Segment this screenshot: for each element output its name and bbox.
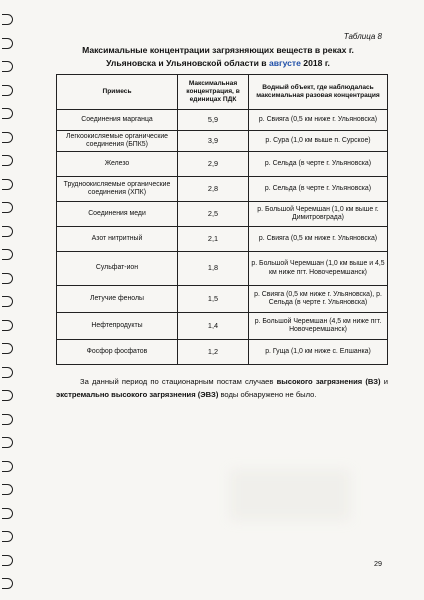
binding-ring <box>2 414 13 425</box>
binding-ring <box>2 249 13 260</box>
cell-value: 2,5 <box>178 202 249 227</box>
binding-ring <box>2 461 13 472</box>
table-row <box>57 227 388 252</box>
header-substance: Примесь <box>57 75 178 110</box>
para-text-1: За данный период по стационарным постам случаев <box>80 377 277 386</box>
para-bold-high-pollution: высокого загрязнения (ВЗ) <box>276 377 381 386</box>
cell-location: р. Сура (1,0 км выше п. Сурское) <box>249 131 388 152</box>
table-row <box>57 177 388 202</box>
binding-ring <box>2 320 13 331</box>
cell-location: р. Сельда (в черте г. Ульяновска) <box>249 152 388 177</box>
cell-location: р. Большой Черемшан (4,5 км ниже пгт. Новочеремшанск) <box>249 313 388 340</box>
spiral-binding <box>0 0 18 600</box>
cell-substance: Соединения меди <box>57 202 178 227</box>
pollutant-table <box>56 74 388 365</box>
binding-ring <box>2 343 13 354</box>
cell-substance: Сульфат-ион <box>57 252 178 286</box>
cell-value: 5,9 <box>178 110 249 131</box>
binding-ring <box>2 367 13 378</box>
scan-smudge <box>230 470 350 520</box>
cell-value: 1,8 <box>178 252 249 286</box>
cell-location: р. Свияга (0,5 км ниже г. Ульяновска), р. Сельда (в черте г. Ульяновска) <box>249 286 388 313</box>
binding-ring <box>2 226 13 237</box>
cell-location: р. Свияга (0,5 км ниже г. Ульяновска) <box>249 110 388 131</box>
table-header-row <box>57 75 388 110</box>
binding-ring <box>2 437 13 448</box>
binding-ring <box>2 155 13 166</box>
cell-substance: Соединения марганца <box>57 110 178 131</box>
cell-value: 2,8 <box>178 177 249 202</box>
cell-substance: Нефтепродукты <box>57 313 178 340</box>
summary-paragraph <box>56 376 388 401</box>
table-title <box>58 44 378 70</box>
binding-ring <box>2 390 13 401</box>
table-row <box>57 252 388 286</box>
title-text-part2: 2018 г. <box>300 58 330 68</box>
para-bold-extreme-pollution: экстремально высокого загрязнения (ЭВЗ) <box>56 389 219 399</box>
cell-value: 2,9 <box>178 152 249 177</box>
cell-value: 1,4 <box>178 313 249 340</box>
cell-substance: Фосфор фосфатов <box>57 340 178 365</box>
table-row <box>57 286 388 313</box>
table-row <box>57 110 388 131</box>
binding-ring <box>2 555 13 566</box>
para-text-2: и <box>380 377 388 386</box>
binding-ring <box>2 132 13 143</box>
binding-ring <box>2 578 13 589</box>
cell-value: 1,5 <box>178 286 249 313</box>
cell-location: р. Сельда (в черте г. Ульяновска) <box>249 177 388 202</box>
binding-ring <box>2 508 13 519</box>
cell-location: р. Большой Черемшан (1,0 км выше и 4,5 км ниже пгт. Новочеремшанск) <box>249 252 388 286</box>
table-row <box>57 152 388 177</box>
binding-ring <box>2 108 13 119</box>
cell-substance: Железо <box>57 152 178 177</box>
cell-value: 3,9 <box>178 131 249 152</box>
binding-ring <box>2 296 13 307</box>
binding-ring <box>2 61 13 72</box>
binding-ring <box>2 38 13 49</box>
table-row <box>57 202 388 227</box>
cell-substance: Легкоокисляемые органические соединения (БПК5) <box>57 131 178 152</box>
para-text-3: воды обнаружено не было. <box>218 389 317 399</box>
binding-ring <box>2 531 13 542</box>
table-row <box>57 340 388 365</box>
binding-ring <box>2 85 13 96</box>
table-row <box>57 313 388 340</box>
binding-ring <box>2 179 13 190</box>
cell-substance: Азот нитритный <box>57 227 178 252</box>
table-number-label: Таблица 8 <box>343 32 382 41</box>
title-month: августе <box>268 58 301 68</box>
header-concentration: Максимальная концентрация, в единицах ПДК <box>178 75 249 110</box>
binding-ring <box>2 14 13 25</box>
binding-ring <box>2 202 13 213</box>
cell-value: 1,2 <box>178 340 249 365</box>
cell-location: р. Свияга (0,5 км ниже г. Ульяновска) <box>249 227 388 252</box>
cell-value: 2,1 <box>178 227 249 252</box>
binding-ring <box>2 484 13 495</box>
binding-ring <box>2 273 13 284</box>
cell-substance: Летучие фенолы <box>57 286 178 313</box>
cell-substance: Трудноокисляемые органические соединения (ХПК) <box>57 177 178 202</box>
cell-location: р. Большой Черемшан (1,0 км выше г. Димитровграда) <box>249 202 388 227</box>
page-number: 29 <box>374 559 382 568</box>
cell-location: р. Гуща (1,0 км ниже с. Елшанка) <box>249 340 388 365</box>
header-location: Водный объект, где наблюдалась максимальная разовая концентрация <box>249 75 388 110</box>
title-text-part1: Максимальные концентрации загрязняющих веществ в реках г. Ульяновска и Ульяновской области в <box>82 45 354 68</box>
table-row <box>57 131 388 152</box>
